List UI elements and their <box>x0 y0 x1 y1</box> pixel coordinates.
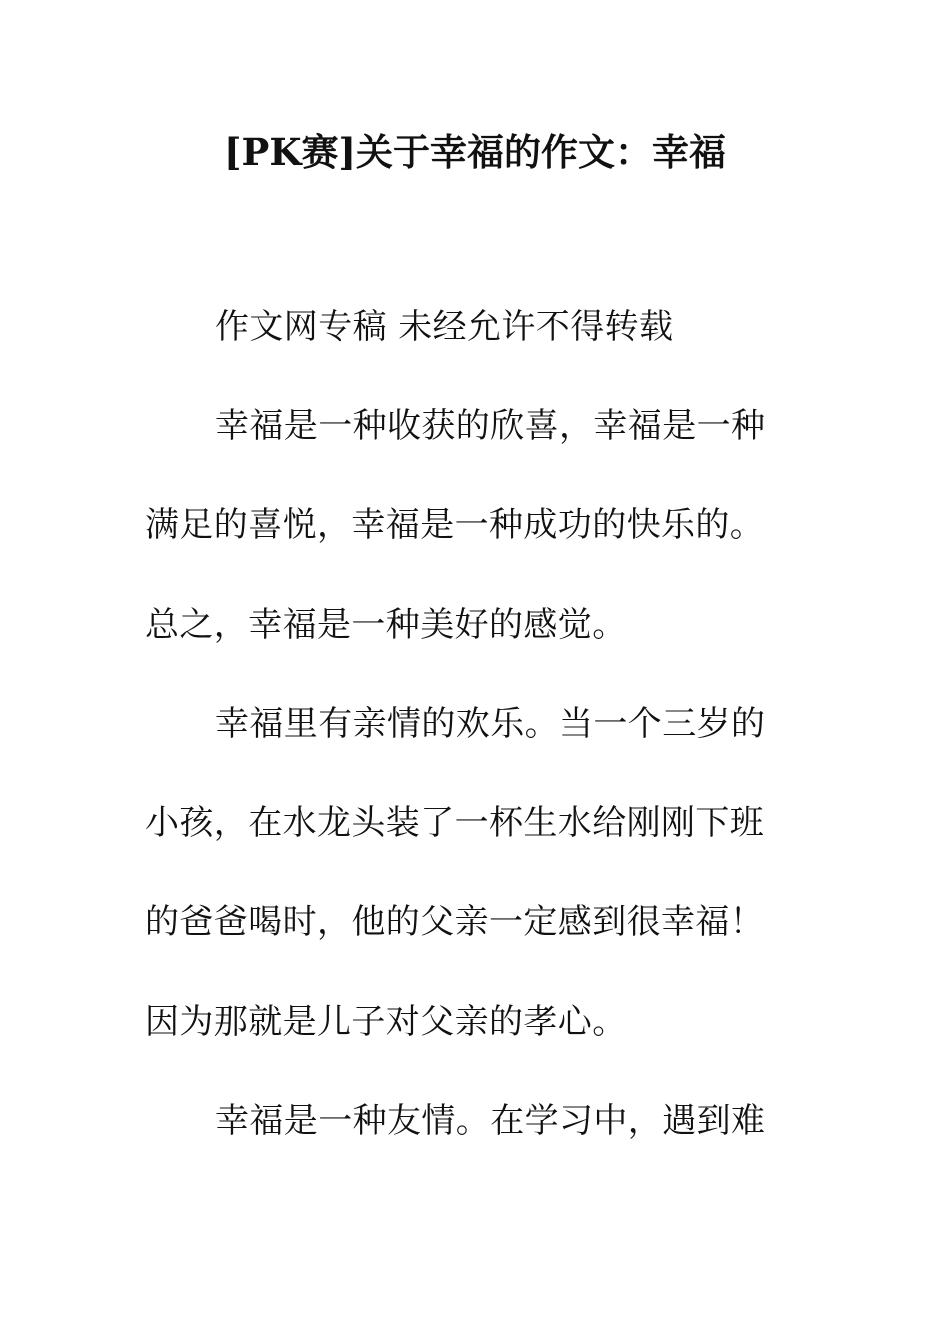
text-line: 总之，幸福是一种美好的感觉。 <box>145 605 627 645</box>
text-line: 幸福是一种友情。在学习中，遇到难 <box>215 1101 766 1141</box>
text-line: 满足的喜悦，幸福是一种成功的快乐的。 <box>145 505 765 545</box>
text-line: 幸福里有亲情的欢乐。当一个三岁的 <box>215 704 766 744</box>
text-line: 作文网专稿 未经允许不得转载 <box>215 307 674 347</box>
text-line: 因为那就是儿子对父亲的孝心。 <box>145 1002 627 1042</box>
text-line: 的爸爸喝时，他的父亲一定感到很幸福！ <box>145 902 765 942</box>
text-line: 幸福是一种收获的欣喜，幸福是一种 <box>215 406 766 446</box>
text-line: 小孩，在水龙头装了一杯生水给刚刚下班 <box>145 803 765 843</box>
page-title: [PK赛]关于幸福的作文：幸福 <box>224 130 726 174</box>
